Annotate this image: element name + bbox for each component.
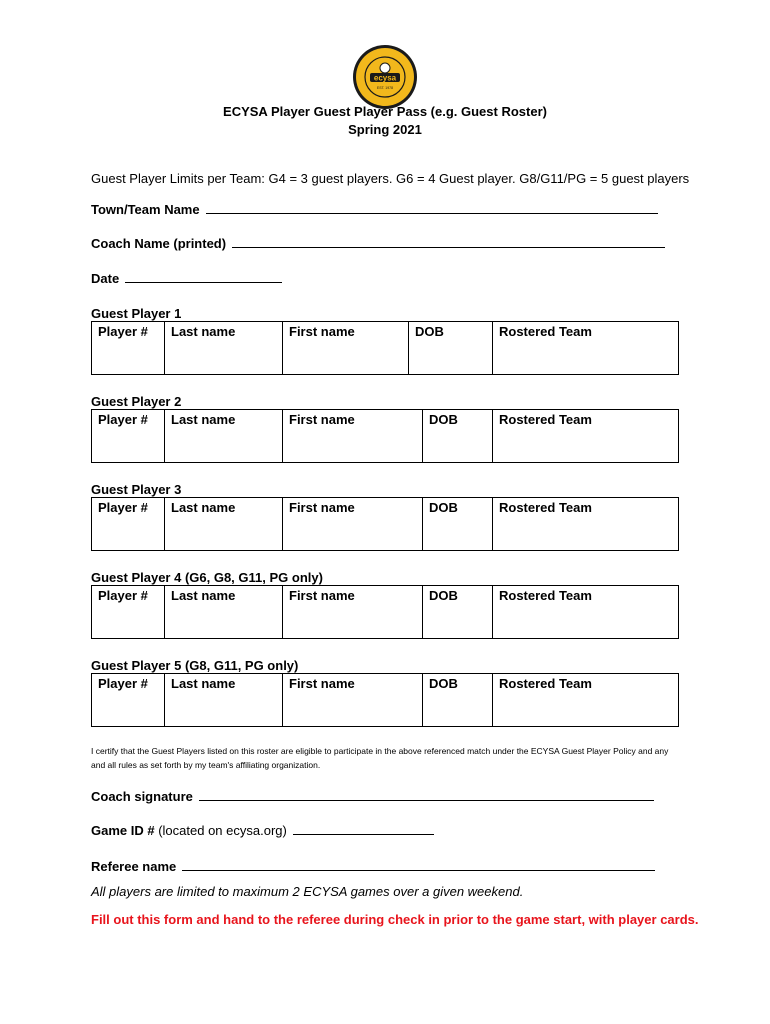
table-row: [92, 322, 679, 375]
table-row: [92, 410, 679, 463]
guest-player-3-table: [91, 497, 679, 551]
last-name-cell[interactable]: Last name: [165, 586, 283, 639]
first-name-cell[interactable]: First name: [283, 322, 409, 375]
first-name-cell[interactable]: First name: [283, 498, 423, 551]
first-name-cell[interactable]: First name: [283, 586, 423, 639]
dob-cell[interactable]: DOB: [423, 586, 493, 639]
coach-name-line[interactable]: [232, 236, 665, 248]
guest-player-1-title: Guest Player 1: [91, 306, 182, 321]
first-name-cell[interactable]: First name: [283, 674, 423, 727]
player-number-cell[interactable]: Player #: [92, 322, 165, 375]
guest-player-3-title: Guest Player 3: [91, 482, 182, 497]
table-row: [92, 586, 679, 639]
last-name-cell[interactable]: Last name: [165, 410, 283, 463]
rostered-team-cell[interactable]: Rostered Team: [493, 674, 679, 727]
town-team-line[interactable]: [206, 202, 658, 214]
rostered-team-cell[interactable]: Rostered Team: [493, 586, 679, 639]
last-name-cell[interactable]: Last name: [165, 674, 283, 727]
game-id-note: (located on ecysa.org): [158, 823, 287, 838]
rostered-team-cell[interactable]: Rostered Team: [493, 410, 679, 463]
coach-signature-line[interactable]: [199, 789, 654, 801]
guest-limits-text: Guest Player Limits per Team: G4 = 3 guest players. G6 = 4 Guest player. G8/G11/PG = 5 guest players: [91, 171, 690, 186]
player-number-cell[interactable]: Player #: [92, 674, 165, 727]
svg-text:ecysa: ecysa: [373, 73, 397, 83]
table-row: [92, 674, 679, 727]
town-team-label: Town/Team Name: [91, 202, 200, 217]
first-name-cell[interactable]: First name: [283, 410, 423, 463]
player-number-cell[interactable]: Player #: [92, 410, 165, 463]
dob-cell[interactable]: DOB: [423, 674, 493, 727]
player-number-cell[interactable]: Player #: [92, 498, 165, 551]
town-team-field[interactable]: [91, 202, 658, 217]
date-label: Date: [91, 271, 120, 286]
rostered-team-cell[interactable]: Rostered Team: [493, 322, 679, 375]
coach-name-field[interactable]: [91, 236, 665, 251]
form-instructions: Fill out this form and hand to the referee during check in prior to the game start, with player cards.: [91, 912, 699, 927]
ecysa-logo: [352, 44, 418, 110]
last-name-cell[interactable]: Last name: [165, 498, 283, 551]
coach-signature-field[interactable]: [91, 789, 654, 804]
certification-text: I certify that the Guest Players listed on this roster are eligible to participate in the above referenced match under the ECYSA Guest Player Policy and any and all rules as set forth by my team's affiliating organization.: [91, 746, 669, 770]
player-number-cell[interactable]: Player #: [92, 586, 165, 639]
guest-player-2-title: Guest Player 2: [91, 394, 182, 409]
last-name-cell[interactable]: Last name: [165, 322, 283, 375]
coach-name-label: Coach Name (printed): [91, 236, 227, 251]
svg-text:EST. 1978: EST. 1978: [376, 86, 394, 90]
guest-player-4-title: Guest Player 4 (G6, G8, G11, PG only): [91, 570, 323, 585]
referee-name-line[interactable]: [182, 859, 655, 871]
game-id-line[interactable]: [293, 823, 434, 835]
game-id-field[interactable]: [91, 823, 434, 838]
game-id-label: Game ID #: [91, 823, 155, 838]
dob-cell[interactable]: DOB: [423, 410, 493, 463]
form-title: ECYSA Player Guest Player Pass (e.g. Guest Roster): [223, 104, 547, 119]
guest-player-1-table: [91, 321, 679, 375]
referee-name-field[interactable]: [91, 859, 655, 874]
guest-player-5-title: Guest Player 5 (G8, G11, PG only): [91, 658, 299, 673]
referee-name-label: Referee name: [91, 859, 177, 874]
max-games-note: All players are limited to maximum 2 ECYSA games over a given weekend.: [91, 884, 524, 899]
dob-cell[interactable]: DOB: [409, 322, 493, 375]
coach-signature-label: Coach signature: [91, 789, 193, 804]
date-field[interactable]: [91, 271, 282, 286]
table-row: [92, 498, 679, 551]
date-line[interactable]: [125, 271, 282, 283]
dob-cell[interactable]: DOB: [423, 498, 493, 551]
guest-player-4-table: [91, 585, 679, 639]
rostered-team-cell[interactable]: Rostered Team: [493, 498, 679, 551]
form-season: Spring 2021: [348, 122, 422, 137]
guest-player-5-table: [91, 673, 679, 727]
guest-player-2-table: [91, 409, 679, 463]
